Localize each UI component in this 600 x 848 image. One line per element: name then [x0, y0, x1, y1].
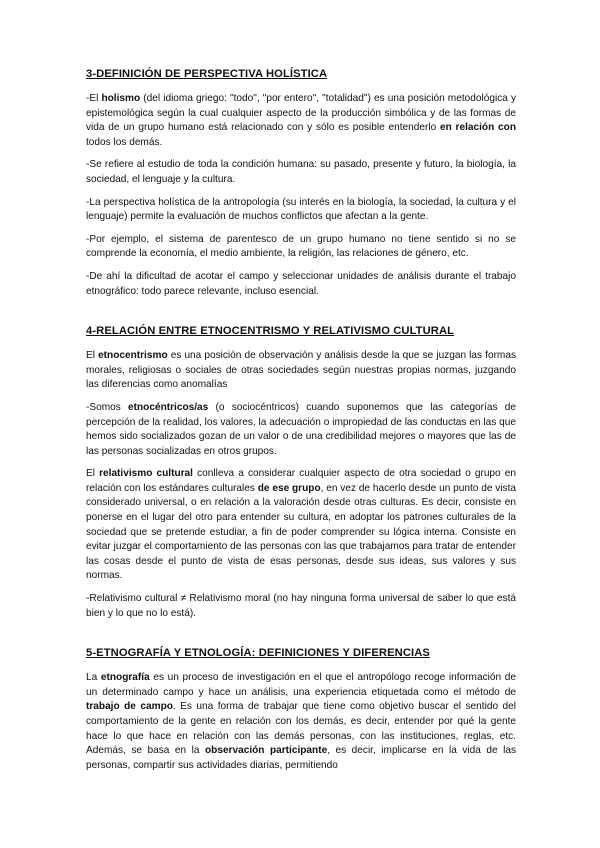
paragraph: El etnocentrismo es una posición de observación y análisis desde la que se juzgan las formas morales, religiosas o sociales de otras sociedades según nuestras propias normas, juzgando las diferencias como anomalías [86, 350, 517, 391]
section-heading: 4-RELACIÓN ENTRE ETNOCENTRISMO Y RELATIVISMO CULTURAL [86, 325, 455, 338]
section-heading: 3-DEFINICIÓN DE PERSPECTIVA HOLÍSTICA [86, 68, 328, 80]
paragraph: -Por ejemplo, el sistema de parentesco de un grupo humano no tiene sentido si no se comprende la economía, el medio ambiente, la religión, las relaciones de género, etc. [86, 233, 516, 260]
section-heading: 5-ETNOGRAFÍA Y ETNOLOGÍA: DEFINICIONES Y DIFERENCIAS [86, 647, 430, 660]
paragraph: El relativismo cultural conlleva a considerar cualquier aspecto de otra sociedad o grupo en relación con los estándares culturales de ese grupo, en vez de hacerlo desde un punto de vista considerado universal, o en relación a la valoración desde otras culturas. Es decir, consiste en ponerse en el lugar del otro para entender su cultura, en adoptar los patrones culturales de la sociedad que se pretende estudiar, a fin de poder comprender su lógica interna. Consiste en evitar juzgar el comportamiento de las personas con las que trabajamos para tratar de entender las cosas desde el punto de vista de esas personas, desde sus ideas, sus valores y sus normas. [86, 468, 517, 582]
paragraph: -El holismo (del idioma griego: "todo", "por entero", "totalidad") es una posición metodológica y epistemológica según la cual cualquier aspecto de la producción simbólica y de las formas de vida de un grupo humano está relacionado con y sólo es posible entenderlo en relación con todos los demás. [86, 93, 517, 148]
section-ethnocentrism [86, 325, 516, 621]
section-ethnography [86, 647, 516, 773]
section-holistic [86, 68, 516, 299]
paragraph: -Relativismo cultural ≠ Relativismo moral (no hay ninguna forma universal de saber lo que está bien y lo que no lo está). [86, 593, 516, 619]
paragraph: -Somos etnocéntricos/as (o sociocéntricos) cuando suponemos que las categorías de percepción de la realidad, los valores, la adecuación o impropiedad de las conductas en las que hemos sido socializados gozan de un valor o de una credibilidad mejores o mayores que las de las personas socializadas en otros grupos. [86, 401, 516, 457]
paragraph: La etnografía es un proceso de investigación en el que el antropólogo recoge información de un determinado campo y hace un análisis, una experiencia etiquetada como el método de trabajo de campo. Es una forma de trabajar que tiene como objetivo buscar el sentido del comportamiento de la gente en relación con los demás, es decir, entender por qué la gente hace lo que hace en relación con las demás personas, con las instituciones, reglas, etc. Además, se basa en la observación participante, es decir, implicarse en la vida de las personas, compartir sus actividades diarias, permitiendo [86, 672, 516, 771]
paragraph: -De ahí la dificultad de acotar el campo y seleccionar unidades de análisis durante el trabajo etnográfico: todo parece relevante, incluso esencial. [86, 270, 516, 297]
paragraph: -Se refiere al estudio de toda la condición humana: su pasado, presente y futuro, la biología, la sociedad, el lenguaje y la cultura. [86, 159, 516, 185]
paragraph: -La perspectiva holística de la antropología (su interés en la biología, la sociedad, la cultura y el lenguaje) permite la evaluación de muchos conflictos que afectan a la gente. [86, 196, 516, 223]
document-page [86, 68, 516, 781]
